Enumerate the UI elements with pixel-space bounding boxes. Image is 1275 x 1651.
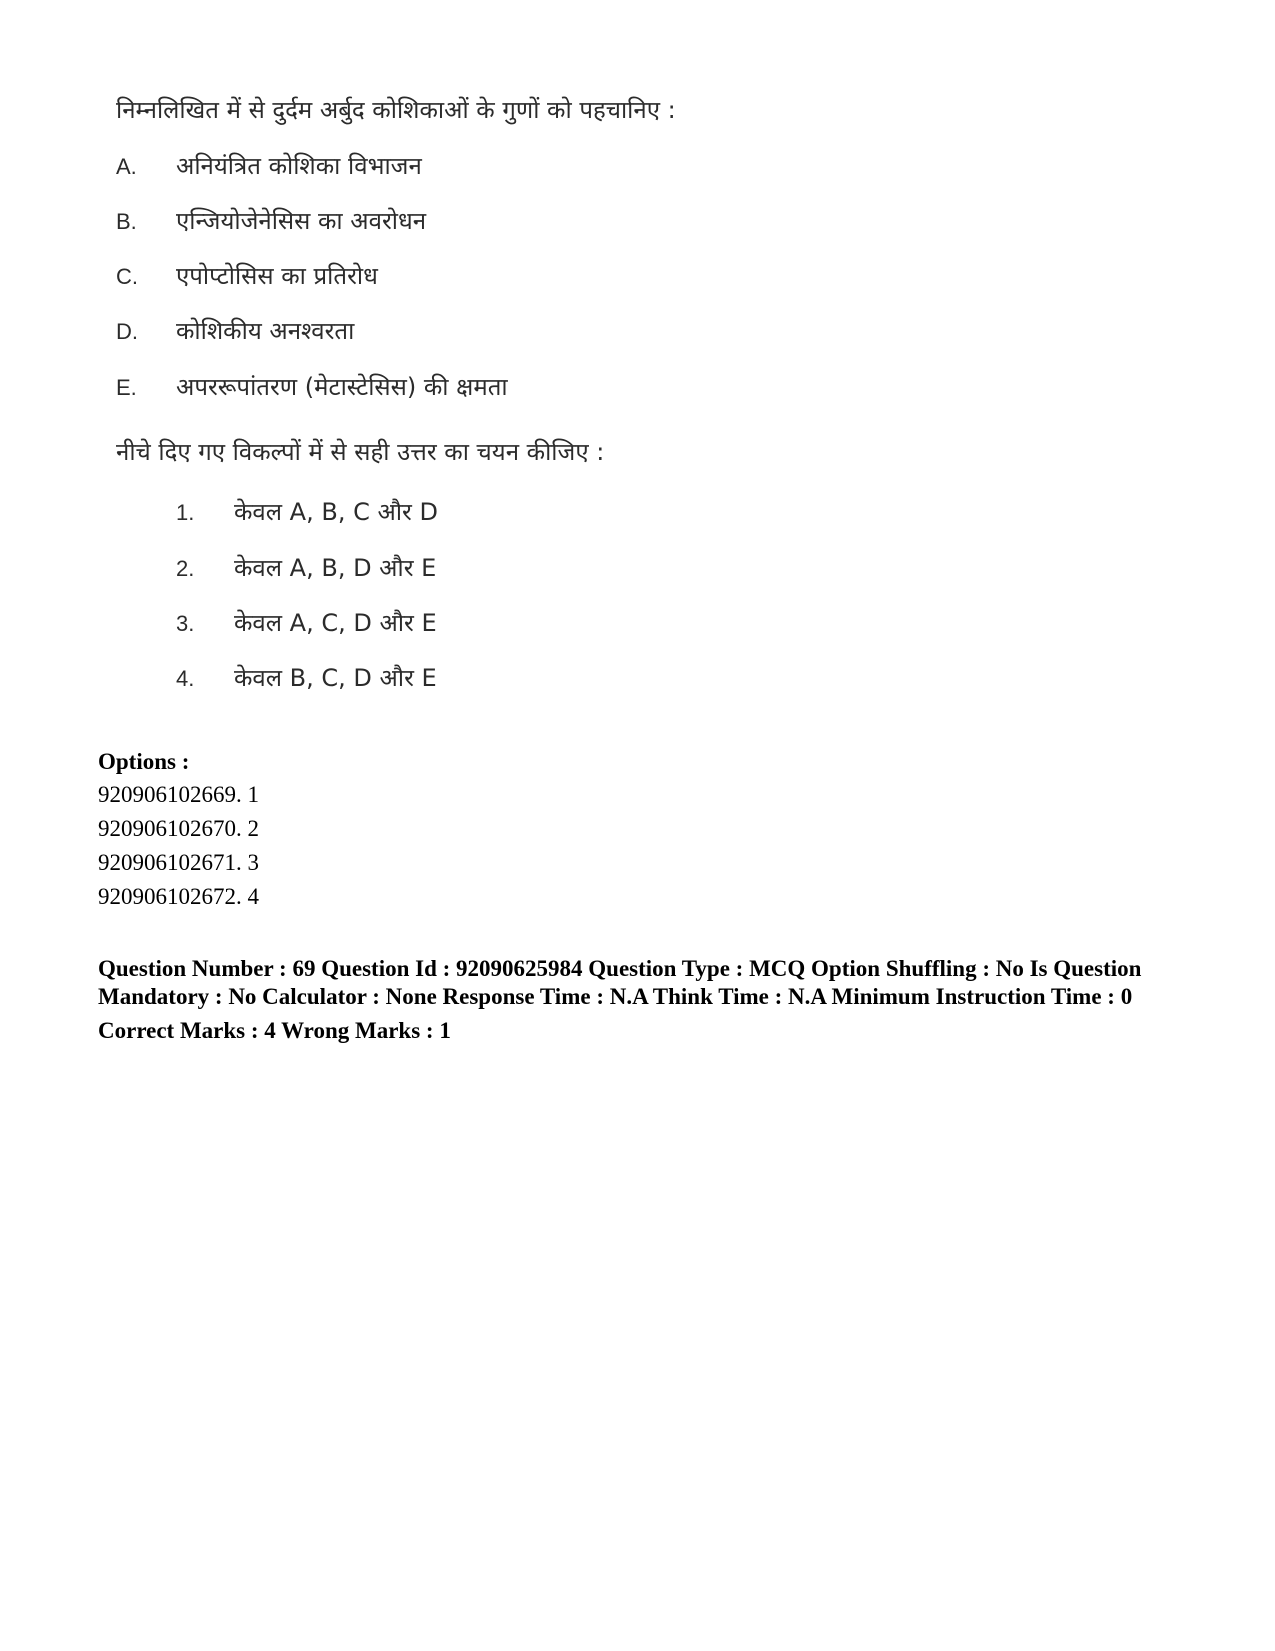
statement-letter: E. (116, 375, 137, 400)
choice-number: 2. (176, 556, 195, 581)
statement-text: कोशिकीय अनश्वरता (176, 317, 355, 345)
choice-2 (176, 550, 436, 586)
statement-c (116, 258, 378, 294)
option-item: 920906102669. 1 (98, 782, 259, 807)
question-stem: निम्नलिखित में से दुर्दम अर्बुद कोशिकाओं के गुणों को पहचानिए : (116, 96, 676, 124)
option-item: 920906102670. 2 (98, 816, 259, 841)
question-metadata (98, 746, 1178, 1045)
choice-text: केवल A, B, C और D (234, 498, 438, 526)
statement-b (116, 203, 426, 239)
choice-4 (176, 660, 437, 696)
options-title: Options : (98, 749, 190, 774)
statement-text: अपररूपांतरण (मेटास्टेसिस) की क्षमता (176, 373, 508, 401)
statement-d (116, 313, 354, 349)
choice-number: 1. (176, 500, 195, 525)
statement-text: एपोप्टोसिस का प्रतिरोध (176, 262, 378, 290)
statement-text: अनियंत्रित कोशिका विभाजन (176, 152, 422, 180)
option-item: 920906102671. 3 (98, 850, 259, 875)
statement-text: एन्जियोजेनेसिस का अवरोधन (176, 207, 427, 235)
question-info: Question Number : 69 Question Id : 92090625984 Question Type : MCQ Option Shuffling : No Is Question Mandatory : No Calculator : None Response Time : N.A Think Time : N.A Minimum Instruction Time : 0 (98, 956, 1142, 1009)
choice-text: केवल A, C, D और E (234, 609, 437, 637)
choice-number: 3. (176, 611, 195, 636)
statement-letter: B. (116, 209, 137, 234)
statement-letter: A. (116, 154, 137, 179)
choice-number: 4. (176, 666, 195, 691)
instruction-text: नीचे दिए गए विकल्पों में से सही उत्तर का चयन कीजिए : (116, 438, 605, 466)
statement-letter: D. (116, 319, 138, 344)
choice-3 (176, 605, 437, 641)
statement-e (116, 369, 508, 405)
choice-1 (176, 494, 438, 530)
statement-a (116, 148, 422, 184)
choice-text: केवल A, B, D और E (234, 554, 437, 582)
statement-letter: C. (116, 264, 138, 289)
choice-text: केवल B, C, D और E (234, 664, 437, 692)
marks-info: Correct Marks : 4 Wrong Marks : 1 (98, 1018, 451, 1043)
option-item: 920906102672. 4 (98, 884, 259, 909)
